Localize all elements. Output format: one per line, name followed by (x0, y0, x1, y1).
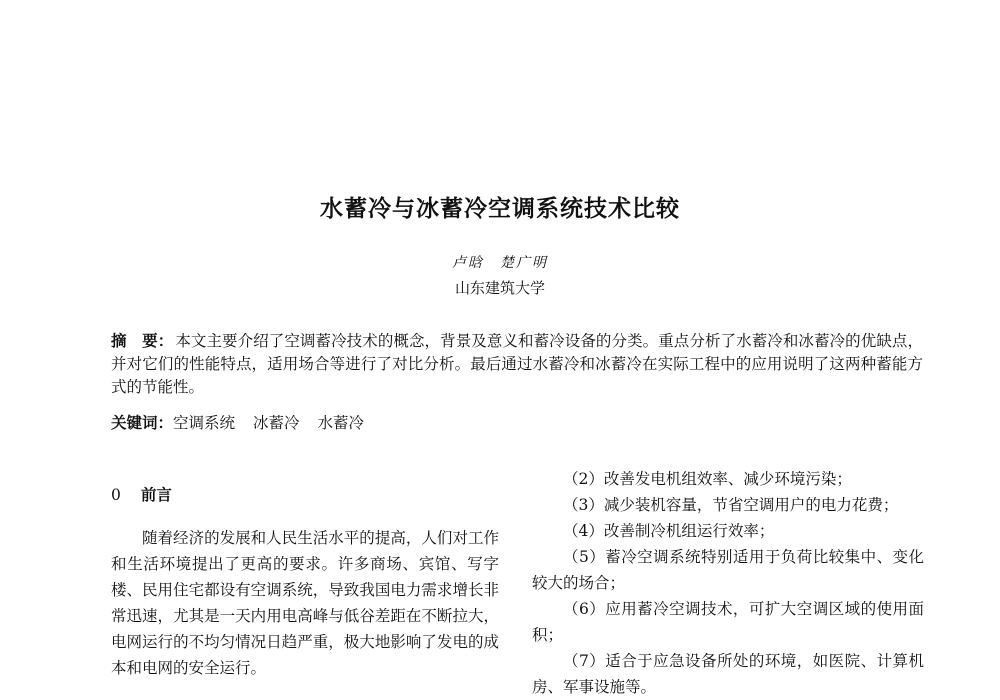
keyword: 水蓄冷 (317, 414, 365, 432)
list-item: （6）应用蓄冷空调技术，可扩大空调区域的使用面积； (532, 600, 924, 644)
abstract-text: 本文主要介绍了空调蓄冷技术的概念，背景及意义和蓄冷设备的分类。重点分析了水蓄冷和冰蓄冷的优缺点，并对它们的性能特点，适用场合等进行了对比分析。最后通过水蓄冷和冰蓄冷在实际工程中的应用说明了这两种蓄能方式的节能性。 (111, 332, 923, 396)
list-item: （7）适合于应急设备所处的环境，如医院、计算机房、军事设施等。 (532, 652, 924, 696)
section-number: 0 (111, 486, 121, 504)
keyword: 冰蓄冷 (253, 414, 300, 432)
left-column (111, 482, 499, 681)
affiliation: 山东建筑大学 (454, 279, 545, 297)
list-item: （2）改善发电机组效率、减少环境污染； (563, 470, 852, 488)
intro-paragraph: 随着经济的发展和人民生活水平的提高，人们对工作和生活环境提出了更高的要求。许多商场、宾馆、写字楼、民用住宅都设有空调系统，导致我国电力需求增长非常迅速，尤其是一天内用电高峰与低谷差距在不断拉大，电网运行的不均匀情况日趋严重，极大地影响了发电的成本和电网的安全运行。 (111, 529, 499, 677)
keywords (111, 411, 923, 435)
paper-title: 水蓄冷与冰蓄冷空调系统技术比较 (320, 196, 680, 222)
right-column (532, 466, 924, 700)
abstract-label: 摘 要： (111, 331, 174, 350)
abstract (111, 329, 923, 399)
authors: 卢晗 楚广明 (452, 255, 548, 271)
keywords-label: 关键词： (111, 413, 174, 432)
section-title: 前言 (140, 486, 172, 504)
list-item: （3）减少装机容量，节省空调用户的电力花费； (563, 496, 899, 514)
section-heading (111, 482, 499, 508)
list-item: （5）蓄冷空调系统特别适用于负荷比较集中、变化较大的场合； (532, 548, 924, 592)
keyword: 空调系统 (173, 414, 236, 432)
list-item: （4）改善制冷机组运行效率； (563, 522, 775, 540)
